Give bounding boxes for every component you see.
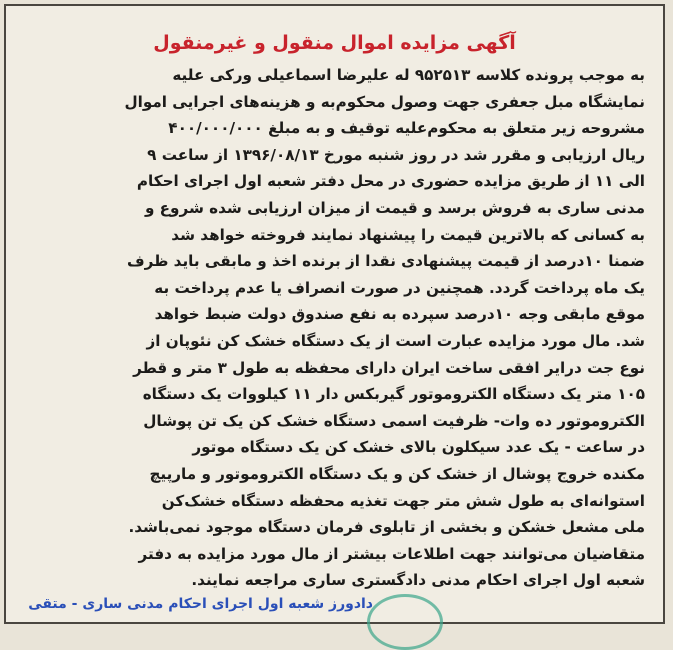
notice-line: الی ۱۱ از طریق مزایده حضوری در محل دفتر شعبه اول اجرای احکام <box>136 172 645 191</box>
stamp-mark <box>367 594 443 650</box>
notice-line: ریال ارزیابی و مقرر شد در روز شنبه مورخ ۱۳۹۶/۰۸/۱۳ از ساعت ۹ <box>147 145 645 164</box>
notice-line: شد. مال مورد مزایده عبارت است از یک دستگاه خشک کن نئوپان از <box>146 331 645 350</box>
notice-line: استوانه‌ای به طول شش متر جهت تغذیه محفظه دستگاه خشک‌کن <box>161 491 645 510</box>
auction-notice <box>4 4 665 624</box>
notice-body <box>28 62 645 594</box>
notice-line: متقاضیان می‌توانند جهت اطلاعات بیشتر از مال مورد مزایده به دفتر <box>138 544 645 563</box>
notice-line: مشروحه زیر متعلق به محکوم‌علیه توقیف و به مبلغ ۴۰۰/۰۰۰/۰۰۰ <box>168 119 645 138</box>
signature: دادورز شعبه اول اجرای احکام مدنی ساری - متقی <box>28 596 373 612</box>
notice-line: شعبه اول اجرای احکام مدنی دادگستری ساری مراجعه نمایند. <box>191 571 645 590</box>
notice-line: نمایشگاه مبل جعفری جهت وصول محکوم‌به و هزینه‌های اجرایی اموال <box>124 92 645 111</box>
notice-line: مدنی ساری به فروش برسد و قیمت از میزان ارزیابی شده شروع و <box>144 198 645 217</box>
notice-line: الکتروموتور ده وات- ظرفیت اسمی دستگاه خشک کن یک تن پوشال <box>143 411 645 430</box>
notice-line: موقع مابقی وجه ۱۰درصد سپرده به نفع صندوق دولت ضبط خواهد <box>154 305 645 324</box>
notice-line: به موجب پرونده کلاسه ۹۵۲۵۱۳ له علیرضا اسماعیلی ورکی علیه <box>172 66 645 84</box>
notice-line: نوع جت درایر افقی ساخت ایران دارای محفظه به طول ۳ متر و قطر <box>133 358 645 377</box>
notice-line: به کسانی که بالاترین قیمت را پیشنهاد نمایند فروخته خواهد شد <box>171 225 645 244</box>
notice-line: ۱۰۵ متر یک دستگاه الکتروموتور گیربکس دار ۱۱ کیلووات یک دستگاه <box>142 385 645 404</box>
notice-line: در ساعت - یک عدد سیکلون بالای خشک کن یک دستگاه موتور <box>192 438 645 457</box>
notice-line: مکنده خروج پوشال از خشک کن و یک دستگاه الکتروموتور و مارپیچ <box>149 464 645 483</box>
notice-line: یک ماه پرداخت گردد. همچنین در صورت انصراف یا عدم پرداخت به <box>154 278 645 297</box>
notice-line: ضمنا ۱۰درصد از قیمت پیشنهادی نقدا از برنده اخذ و مابقی باید ظرف <box>126 252 645 271</box>
notice-title: آگهی مزایده اموال منقول و غیرمنقول <box>153 32 516 54</box>
notice-line: ملی مشعل خشکن و بخشی از تابلوی فرمان دستگاه موجود نمی‌باشد. <box>128 518 645 537</box>
